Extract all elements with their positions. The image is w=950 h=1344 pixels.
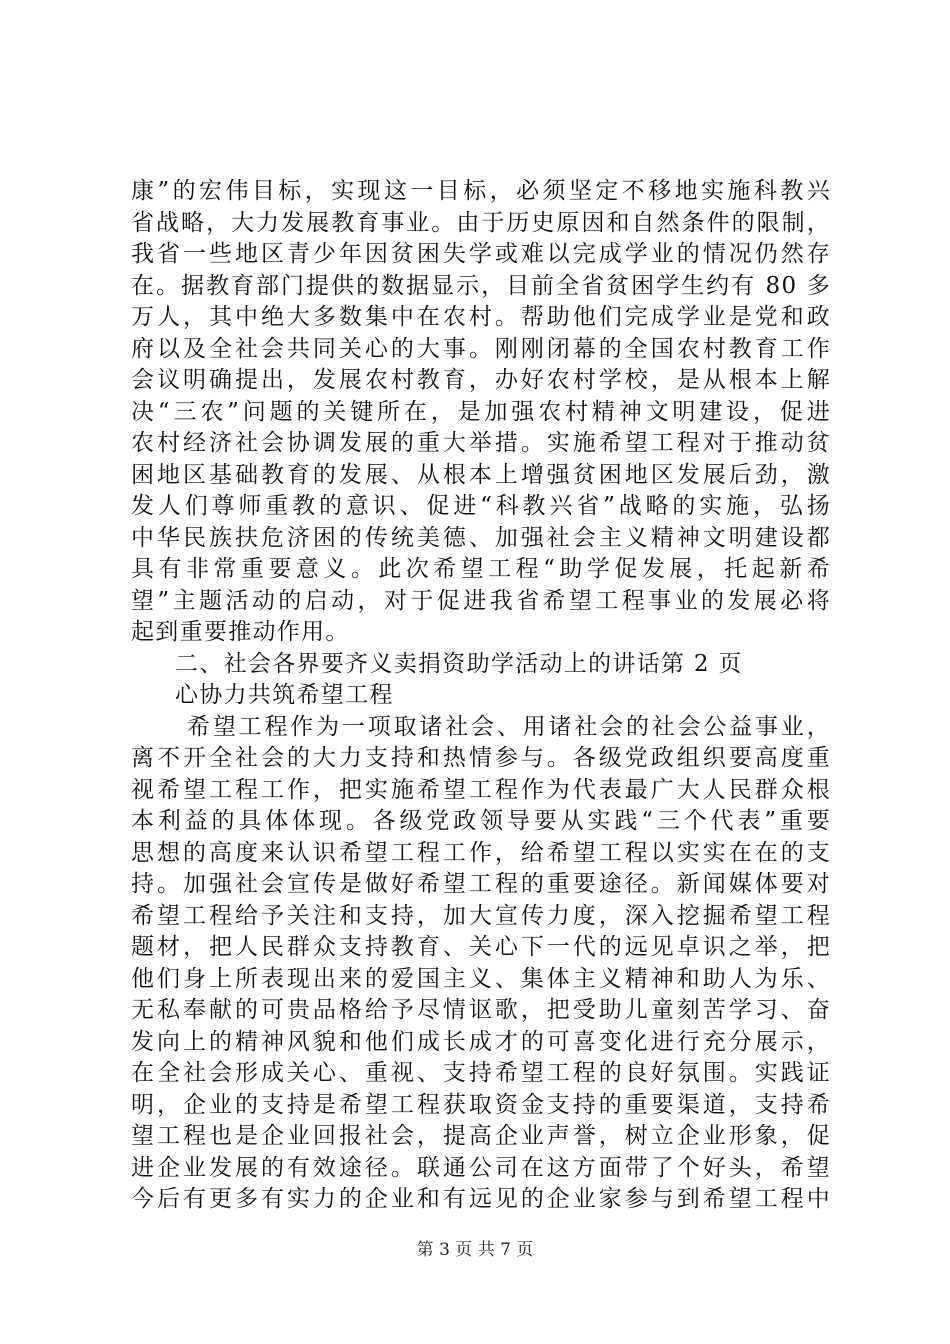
text-line: 在全社会形成关心、重视、支持希望工程的良好氛围。实践证 xyxy=(131,1060,831,1086)
text-line: 中华民族扶危济困的传统美德、加强社会主义精神文明建设都 xyxy=(131,524,831,551)
section-heading: 心协力共筑希望工程 xyxy=(175,682,394,708)
section-heading: 二、社会各界要齐义卖捐资助学活动上的讲话第 2 页 xyxy=(175,650,743,677)
text-line: 希望工程给予关注和支持，加大宣传力度，深入挖掘希望工程 xyxy=(131,902,831,929)
text-line: 望工程也是企业回报社会，提高企业声誉，树立企业形象，促 xyxy=(131,1123,831,1149)
text-line: 视希望工程工作，把实施希望工程作为代表最广大人民群众根 xyxy=(131,776,831,803)
text-line: 决“三农”问题的关键所在，是加强农村精神文明建设，促进 xyxy=(131,398,831,425)
text-line: 离不开全社会的大力支持和热情参与。各级党政组织要高度重 xyxy=(131,745,831,771)
text-line: 发人们尊师重教的意识、促进“科教兴省”战略的实施，弘扬 xyxy=(131,493,831,519)
text-line: 康”的宏伟目标，实现这一目标，必须坚定不移地实施科教兴 xyxy=(131,178,831,204)
text-line: 无私奉献的可贵品格给予尽情讴歌，把受助儿童刻苦学习、奋 xyxy=(131,997,831,1023)
text-line: 明，企业的支持是希望工程获取资金支持的重要渠道，支持希 xyxy=(131,1091,831,1118)
text-line: 望”主题活动的启动，对于促进我省希望工程事业的发展必将 xyxy=(131,587,831,614)
text-line: 困地区基础教育的发展、从根本上增强贫困地区发展后劲，激 xyxy=(131,461,831,488)
text-line: 思想的高度来认识希望工程工作，给希望工程以实实在在的支 xyxy=(131,839,831,866)
text-line: 我省一些地区青少年因贫困失学或难以完成学业的情况仍然存 xyxy=(131,241,831,267)
text-line: 起到重要推动作用。 xyxy=(131,619,350,645)
text-line: 进企业发展的有效途径。联通公司在这方面带了个好头，希望 xyxy=(131,1154,831,1181)
text-line: 他们身上所表现出来的爱国主义、集体主义精神和助人为乐、 xyxy=(131,965,831,992)
text-line: 农村经济社会协调发展的重大举措。实施希望工程对于推动贫 xyxy=(131,430,831,456)
text-line: 本利益的具体体现。各级党政领导要从实践“三个代表”重要 xyxy=(131,808,831,834)
text-line: 万人，其中绝大多数集中在农村。帮助他们完成学业是党和政 xyxy=(131,304,831,330)
body-text xyxy=(131,176,831,1216)
text-line: 省战略，大力发展教育事业。由于历史原因和自然条件的限制， xyxy=(131,209,831,236)
text-line: 具有非常重要意义。此次希望工程“助学促发展，托起新希 xyxy=(131,556,831,582)
text-line: 府以及全社会共同关心的大事。刚刚闭幕的全国农村教育工作 xyxy=(131,335,831,362)
text-line: 今后有更多有实力的企业和有远见的企业家参与到希望工程中 xyxy=(131,1186,831,1212)
page-number-footer: 第 3 页 共 7 页 xyxy=(416,1240,534,1260)
text-line: 题材，把人民群众支持教育、关心下一代的远见卓识之举，把 xyxy=(131,934,831,960)
text-line: 希望工程作为一项取诸社会、用诸社会的社会公益事业， xyxy=(187,713,831,740)
text-line: 会议明确提出，发展农村教育，办好农村学校，是从根本上解 xyxy=(131,367,831,393)
text-line: 持。加强社会宣传是做好希望工程的重要途径。新闻媒体要对 xyxy=(131,871,831,897)
text-line: 发向上的精神风貌和他们成长成才的可喜变化进行充分展示， xyxy=(131,1028,831,1055)
text-line: 在。据教育部门提供的数据显示，目前全省贫困学生约有 80 多 xyxy=(131,272,831,299)
